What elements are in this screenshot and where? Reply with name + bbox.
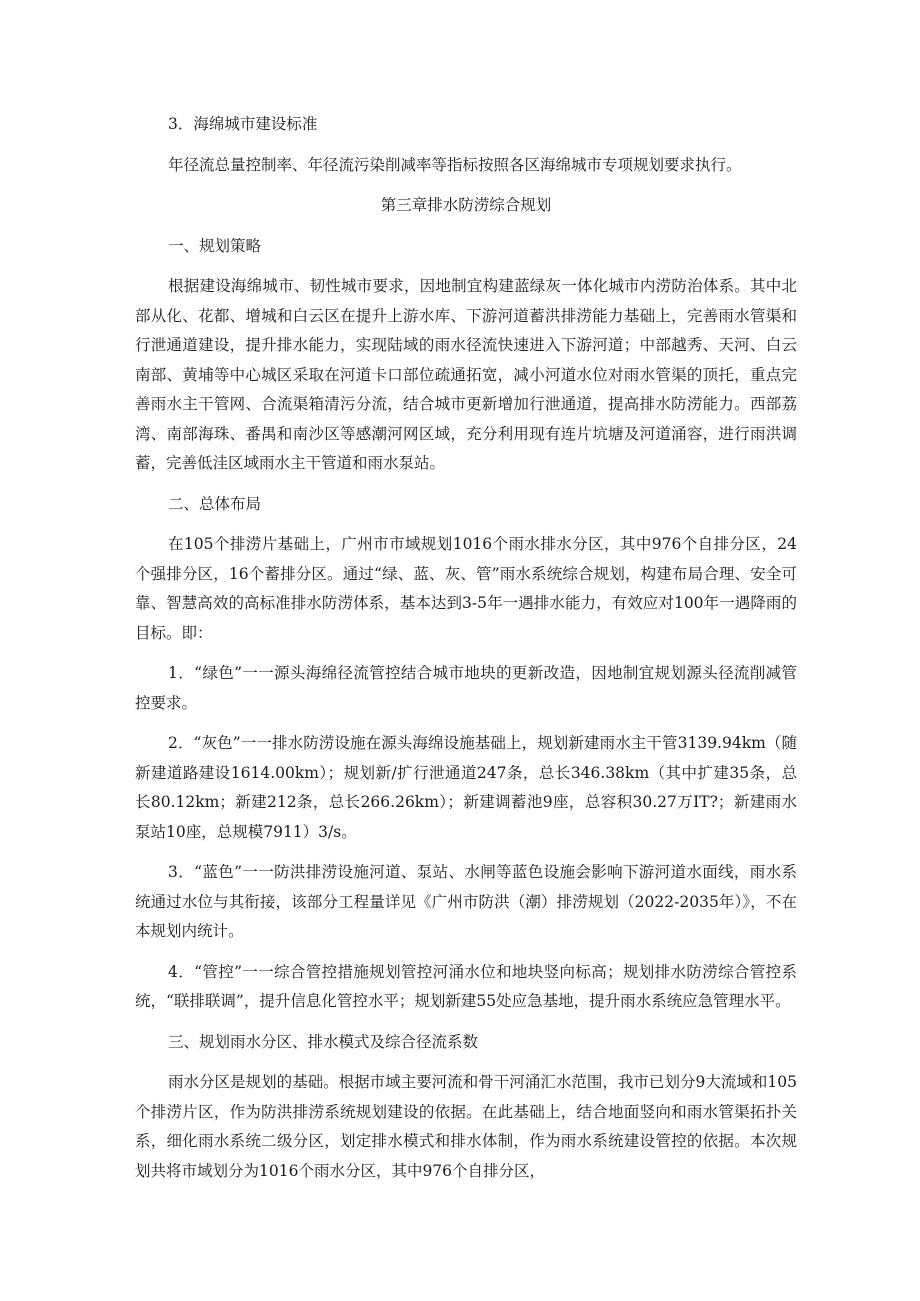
list-item-green: 1．“绿色”一一源头海绵径流管控结合城市地块的更新改造，因地制宜规划源头径流削减管控要求。 xyxy=(135,664,797,712)
part-2-paragraph: 在105个排涝片基础上，广州市市域规划1016个雨水排水分区，其中976个自排分区，24个强排分区，16个蓄排分区。通过“绿、蓝、灰、管”雨水系统综合规划，构建布局合理、安全可靠、智慧高效的高标准排水防涝体系，基本达到3-5年一遇排水能力，有效应对100年一遇降雨的目标。即： xyxy=(135,535,797,642)
part-3-paragraph: 雨水分区是规划的基础。根据市域主要河流和骨干河涌汇水范围，我市已划分9大流域和105个排涝片区，作为防洪排涝系统规划建设的依据。在此基础上，结合地面竖向和雨水管渠拓扑关系，细化雨水系统二级分区，划定排水模式和排水体制，作为雨水系统建设管控的依据。本次规划共将市域划分为1016个雨水分区，其中976个自排分区， xyxy=(135,1073,797,1180)
part-2-heading: 二、总体布局 xyxy=(168,494,262,513)
list-item-blue: 3．“蓝色”一一防洪排涝设施河道、泵站、水闸等蓝色设施会影响下游河道水面线，雨水系统通过水位与其衔接，该部分工程量详见《广州市防洪（潮）排涝规划（2022-2035年）》，不在本规划内统计。 xyxy=(135,863,797,940)
part-3-heading: 三、规划雨水分区、排水模式及综合径流系数 xyxy=(168,1032,479,1051)
part-1-heading: 一、规划策略 xyxy=(168,236,262,255)
section-3-heading: 3．海绵城市建设标准 xyxy=(168,115,318,133)
section-3-text: 年径流总量控制率、年径流污染削减率等指标按照各区海绵城市专项规划要求执行。 xyxy=(168,155,742,174)
part-1-paragraph: 根据建设海绵城市、韧性城市要求，因地制宜构建蓝绿灰一体化城市内涝防治体系。其中北部从化、花都、增城和白云区在提升上游水库、下游河道蓄洪排涝能力基础上，完善雨水管渠和行泄通道建设，提升排水能力，实现陆域的雨水径流快速进入下游河道；中部越秀、天河、白云南部、黄埔等中心城区采取在河道卡口部位疏通拓宽，减小河道水位对雨水管渠的顶托，重点完善雨水主干管网、合流渠箱清污分流，结合城市更新增加行泄通道，提高排水防涝能力。西部荔湾、南部海珠、番禺和南沙区等感潮河网区域，充分利用现有连片坑塘及河道涌容，进行雨洪调蓄，完善低洼区域雨水主干管道和雨水泵站。 xyxy=(135,277,797,472)
list-item-grey: 2．“灰色”一一排水防涝设施在源头海绵设施基础上，规划新建雨水主干管3139.94km（随新建道路建设1614.00km）；规划新/扩行泄通道247条，总长346.38km（其中扩建35条，总长80.12km；新建212条，总长266.26km）；新建调蓄池9座，总容积30.27万IT?；新建雨水泵站10座，总规模7911）3/s。 xyxy=(135,734,797,841)
chapter-title: 第三章排水防涝综合规划 xyxy=(380,196,552,214)
document-page xyxy=(135,110,797,1197)
list-item-control: 4．“管控”一一综合管控措施规划管控河涌水位和地块竖向标高；规划排水防涝综合管控系统，“联排联调”，提升信息化管控水平；规划新建55处应急基地，提升雨水系统应急管理水平。 xyxy=(135,962,797,1010)
